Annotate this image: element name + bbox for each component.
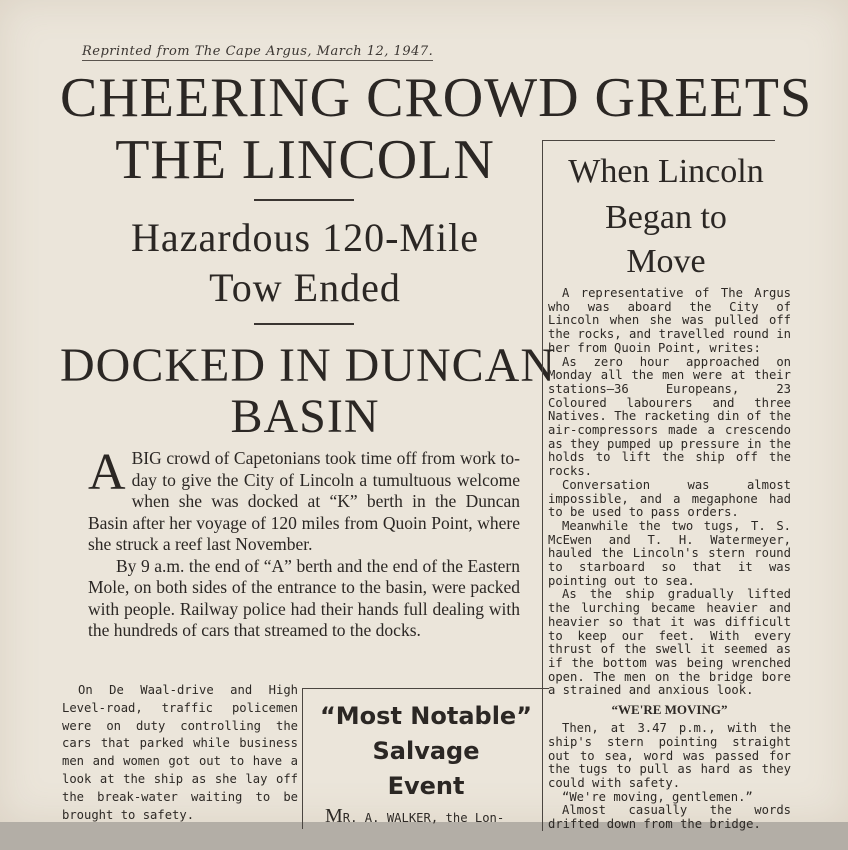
sidebar-paragraph-3: Conversation was almost impossible, and a megaphone had to be used to pass orders. — [548, 477, 791, 520]
sidebar-heading-line-1: When Lincoln — [568, 153, 764, 190]
salvage-event-box — [302, 688, 549, 829]
left-column-paragraph: On De Waal-drive and High Level-road, traffic policemen were on duty controlling the cars that parked while business men and women got out to have a look at the ship as she lay off the break-water waiting to be brought to safety. — [62, 683, 298, 822]
sidebar-paragraph-6: Then, at 3.47 p.m., with the ship's stern pointing straight out to sea, word was passed for the tugs to pull as hard as they could with safety. — [548, 721, 791, 790]
subheadline-line-2: Tow Ended — [209, 265, 401, 310]
subheadline-line-1: Hazardous 120-Mile — [131, 215, 479, 260]
sidebar-paragraph-4: Meanwhile the two tugs, T. S. McEwen and T. H. Watermeyer, hauled the Lincoln's stern round to starboard so that it was pointing out to sea. — [548, 518, 791, 588]
lead-article — [88, 444, 520, 642]
salvage-box-heading-line-3: Event — [387, 772, 465, 800]
drop-cap: A — [88, 444, 126, 501]
lead-paragraph-1: BIG crowd of Capetonians took time off from work to-day to give the City of Lincoln a tumultuous welcome when she was docked at “K” berth in the Duncan Basin after her voyage of 120 miles from Quoin Point, where she struck a reef last November. — [88, 448, 520, 554]
salvage-body-text: R. A. WALKER, the Lon- — [342, 811, 505, 825]
main-headline-line-2: THE LINCOLN — [115, 129, 495, 191]
lead-paragraph-2: By 9 a.m. the end of “A” berth and the end of the Eastern Mole, on both sides of the entrance to the basin, were packed with people. Railway police had their hands full dealing with the hundreds of cars that streamed to the docks. — [88, 555, 520, 640]
sidebar-heading-line-3: Move — [626, 243, 706, 280]
sidebar-paragraph-1: A representative of The Argus who was aboard the City of Lincoln when she was pulled off the rocks, and travelled round in her from Quoin Point, writes: — [548, 286, 791, 355]
sidebar-paragraph-5: As the ship gradually lifted the lurching became heavier and heavier so that it was difficult to keep our feet. With every thrust of the swell it seemed as if the bottom was being wrenched open. The men on the bridge bore a strained and anxious look. — [548, 587, 791, 698]
salvage-box-body — [325, 805, 539, 828]
sidebar-paragraph-2: As zero hour approached on Monday all the men were at their stations—36 Europeans, 23 Coloured labourers and three Natives. The racketing din of the air-compressors made a crescendo as they pumped up pressure in the holds to lift the ship off the rocks. — [548, 354, 791, 479]
sidebar-heading-line-2: Began to — [605, 199, 727, 236]
third-headline-line-2: BASIN — [230, 390, 380, 443]
sidebar-column — [548, 287, 791, 832]
sidebar-paragraph-7: “We're moving, gentlemen.” — [562, 789, 753, 804]
headline-divider — [254, 199, 354, 201]
salvage-drop-cap: M — [325, 805, 343, 827]
sidebar-paragraph-8: Almost casually the words drifted down from the bridge. — [548, 803, 791, 832]
subheadline-divider — [254, 323, 354, 325]
sidebar-subhead: “WE'RE MOVING” — [611, 702, 728, 718]
salvage-box-heading-line-2: Salvage — [372, 737, 480, 765]
left-column — [62, 682, 298, 824]
reprint-credit: Reprinted from The Cape Argus, March 12, 1947. — [82, 44, 434, 59]
salvage-box-heading-line-1: “Most Notable” — [320, 702, 532, 730]
third-headline-line-1: DOCKED IN DUNCAN — [60, 339, 556, 392]
main-headline-line-1: CHEERING CROWD GREETS — [60, 67, 813, 129]
